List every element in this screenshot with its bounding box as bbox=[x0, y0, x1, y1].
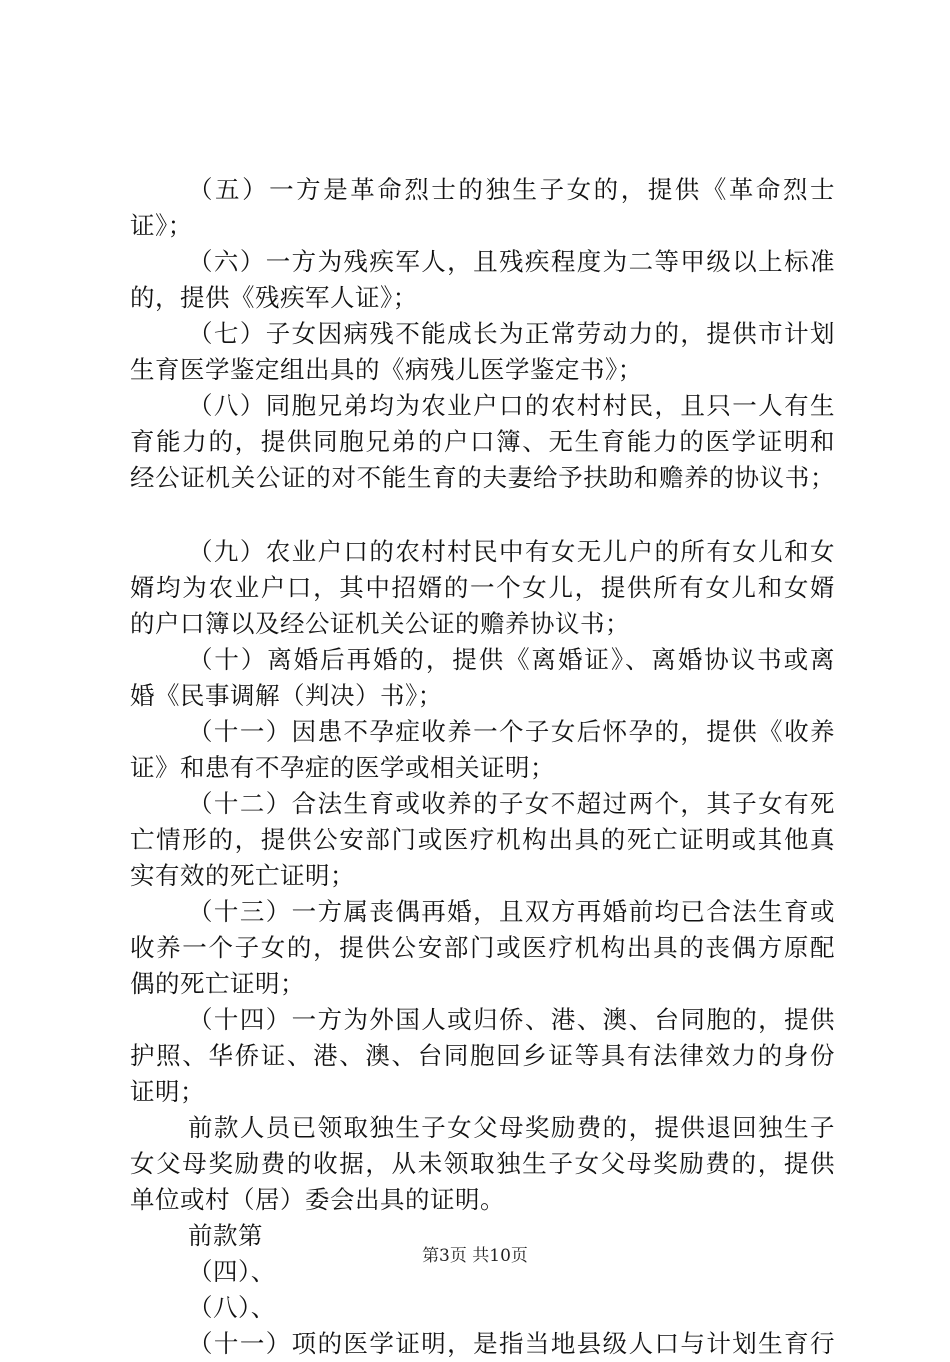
text-line: （十二）合法生育或收养的子女不超过两个，其子女有死 bbox=[188, 789, 835, 818]
text-line: （十三）一方属丧偶再婚，且双方再婚前均已合法生育或 bbox=[188, 897, 835, 926]
text-line: 生育医学鉴定组出具的《病残儿医学鉴定书》； bbox=[130, 355, 643, 384]
text-line: （四）、 bbox=[188, 1257, 276, 1286]
text-line: 证》； bbox=[130, 211, 193, 240]
text-line: （八）、 bbox=[188, 1293, 276, 1322]
text-line: （十一）项的医学证明，是指当地县级人口与计划生育行 bbox=[188, 1329, 835, 1358]
text-line: 单位或村（居）委会出具的证明。 bbox=[130, 1185, 505, 1214]
text-line: 经公证机关公证的对不能生育的夫妻给予扶助和赡养的协议书； bbox=[130, 463, 835, 492]
text-line: 婚《民事调解（判决）书》； bbox=[130, 681, 443, 710]
text-line: 婿均为农业户口，其中招婿的一个女儿，提供所有女儿和女婿 bbox=[130, 573, 835, 602]
text-line: （六）一方为残疾军人，且残疾程度为二等甲级以上标准 bbox=[188, 247, 835, 276]
text-line: （五）一方是革命烈士的独生子女的，提供《革命烈士 bbox=[188, 175, 835, 204]
text-line: 前款第 bbox=[188, 1221, 263, 1250]
text-line: 的，提供《残疾军人证》； bbox=[130, 283, 418, 312]
text-line: 前款人员已领取独生子女父母奖励费的，提供退回独生子 bbox=[188, 1113, 835, 1142]
text-line: （八）同胞兄弟均为农业户口的农村村民，且只一人有生 bbox=[188, 391, 835, 420]
text-line: （十一）因患不孕症收养一个子女后怀孕的，提供《收养 bbox=[188, 717, 835, 746]
text-line: 护照、华侨证、港、澳、台同胞回乡证等具有法律效力的身份 bbox=[130, 1041, 835, 1070]
text-line: 的户口簿以及经公证机关公证的赡养协议书； bbox=[130, 609, 630, 638]
text-line: （七）子女因病残不能成长为正常劳动力的，提供市计划 bbox=[188, 319, 835, 348]
text-line: 亡情形的，提供公安部门或医疗机构出具的死亡证明或其他真 bbox=[130, 825, 835, 854]
text-line: 实有效的死亡证明； bbox=[130, 861, 355, 890]
text-line: 女父母奖励费的收据，从未领取独生子女父母奖励费的，提供 bbox=[130, 1149, 835, 1178]
text-line: （十）离婚后再婚的，提供《离婚证》、离婚协议书或离 bbox=[188, 645, 835, 674]
text-line: 育能力的，提供同胞兄弟的户口簿、无生育能力的医学证明和 bbox=[130, 427, 835, 456]
text-line: （十四）一方为外国人或归侨、港、澳、台同胞的，提供 bbox=[188, 1005, 835, 1034]
text-line: 偶的死亡证明； bbox=[130, 969, 305, 998]
text-line: 证明； bbox=[130, 1077, 205, 1106]
document-body bbox=[130, 172, 835, 1362]
text-line: 证》和患有不孕症的医学或相关证明； bbox=[130, 753, 555, 782]
page-number-footer: 第3页 共10页 bbox=[422, 1246, 528, 1266]
text-line: （九）农业户口的农村村民中有女无儿户的所有女儿和女 bbox=[188, 537, 835, 566]
text-line: 收养一个子女的，提供公安部门或医疗机构出具的丧偶方原配 bbox=[130, 933, 835, 962]
